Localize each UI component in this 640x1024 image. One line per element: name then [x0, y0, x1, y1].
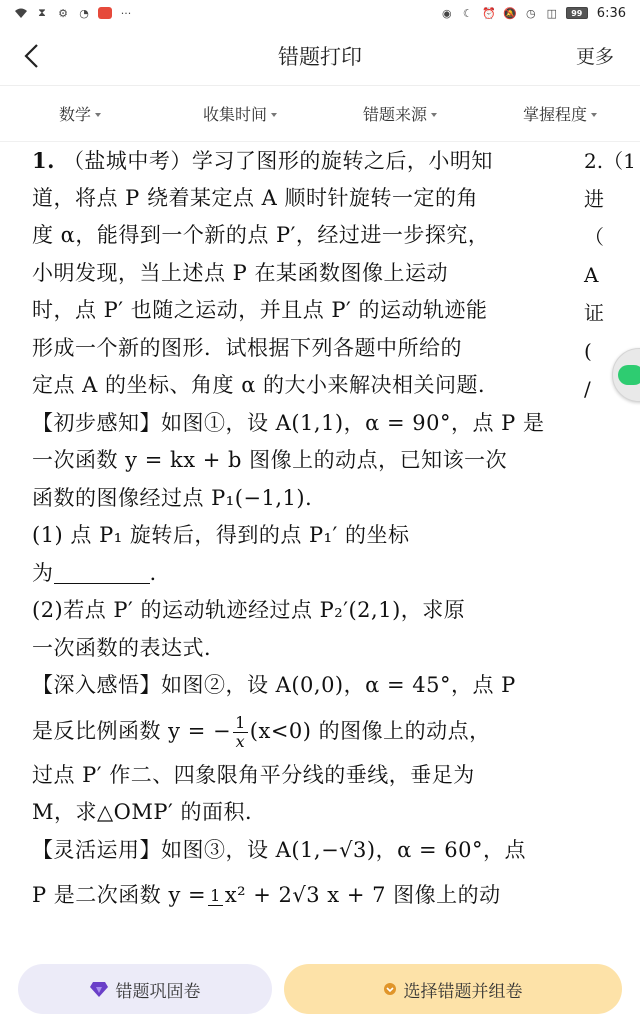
- select-and-compose-label: 选择错题并组卷: [403, 981, 523, 1002]
- app-header: [0, 26, 640, 86]
- chat-bubble-icon: [618, 365, 640, 385]
- settings-icon: ⚙: [58, 6, 68, 20]
- question-line: (2)若点 P′ 的运动轨迹经过点 P₂′(2,1)，求原: [32, 598, 466, 622]
- timer-icon: ◔: [79, 6, 89, 20]
- question-line: 形成一个新的图形．试根据下列各题中所给的: [32, 335, 462, 360]
- question-line: 度 α，能得到一个新的点 P′，经过进一步探究，: [32, 223, 490, 247]
- question-line: 一次函数的表达式．: [32, 635, 226, 660]
- question-line: 小明发现，当上述点 P 在某函数图像上运动: [32, 260, 448, 285]
- question-line: 【初步感知】如图①，设 A(1,1)，α = 90°，点 P 是: [32, 410, 545, 435]
- page-title: 错题打印: [278, 44, 362, 69]
- status-left-icons: [14, 6, 133, 20]
- app-notification-icon: [98, 7, 112, 19]
- question-line: 【深入感悟】如图②，设 A(0,0)，α = 45°，点 P: [32, 673, 516, 697]
- chevron-left-icon: [23, 43, 41, 69]
- filter-label: 错题来源: [362, 105, 427, 124]
- question-line: (1) 点 P₁ 旋转后，得到的点 P₁′ 的坐标: [32, 523, 410, 547]
- question-line: 过点 P′ 作二、四象限角平分线的垂线，垂足为: [32, 762, 475, 787]
- moon-icon: ☾: [462, 6, 473, 20]
- question-line: 是反比例函数 y = − $\frac{1}{x}$ (x<0) 的图像上的动点，: [32, 712, 491, 751]
- question-line: 证: [584, 301, 604, 325]
- question-number: 1.: [32, 148, 55, 173]
- filter-source[interactable]: [320, 102, 480, 125]
- caret-down-icon: [271, 113, 277, 117]
- caret-down-icon: [591, 113, 597, 117]
- question-line: 道，将点 P 绕着某定点 A 顺时针旋转一定的角: [32, 185, 478, 210]
- filter-subject[interactable]: [0, 102, 160, 125]
- speed-icon: ◷: [525, 6, 536, 20]
- question-line: 进: [584, 187, 604, 211]
- alarm-icon: ⏰: [481, 6, 496, 20]
- question-line: 定点 A 的坐标、角度 α 的大小来解决相关问题．: [32, 373, 500, 397]
- status-bar: [0, 0, 640, 26]
- wifi-icon: [14, 6, 28, 20]
- answer-blank: [54, 564, 150, 584]
- bottom-action-bar: [0, 954, 640, 1024]
- question-line: P 是二次函数 y = 1 x² + 2√3 x + 7 图像上的动: [32, 883, 501, 907]
- fraction: $\frac{1}{x}$: [235, 712, 246, 751]
- filter-label: 收集时间: [202, 105, 267, 124]
- question-line: 函数的图像经过点 P₁(−1,1)．: [32, 485, 327, 510]
- eye-icon: ◉: [441, 6, 452, 20]
- gem-icon: [90, 981, 108, 997]
- question-line: A: [584, 263, 599, 287]
- filter-collect-time[interactable]: [160, 102, 320, 125]
- filter-mastery[interactable]: [480, 102, 640, 125]
- question-scan-area[interactable]: [0, 142, 640, 954]
- caret-down-icon: [431, 113, 437, 117]
- question-line: 1. （盐城中考）学习了图形的旋转之后，小明知: [32, 148, 493, 173]
- back-button[interactable]: [18, 40, 46, 72]
- question-line: 时，点 P′ 也随之运动，并且点 P′ 的运动轨迹能: [32, 298, 488, 322]
- status-right-icons: [440, 6, 626, 21]
- fraction: 1: [210, 886, 221, 905]
- question-line: (: [584, 339, 592, 363]
- question-line: 【灵活运用】如图③，设 A(1,−√3)，α = 60°，点: [32, 837, 526, 862]
- more-button[interactable]: 更多: [575, 46, 614, 68]
- chevron-down-icon: [384, 983, 396, 995]
- consolidation-paper-button[interactable]: [18, 964, 272, 1014]
- question-line: /: [584, 377, 591, 401]
- question-line: 一次函数 y = kx + b 图像上的动点，已知该一次: [32, 448, 508, 472]
- filter-label: 数学: [58, 105, 91, 124]
- data-icon: ◫: [546, 6, 557, 20]
- filter-label: 掌握程度: [522, 105, 587, 124]
- battery-icon: 99: [566, 7, 588, 19]
- consolidation-paper-label: 错题巩固卷: [115, 981, 201, 1002]
- question-line: 为 .: [32, 560, 157, 585]
- mute-icon: 🔕: [502, 6, 517, 20]
- question-card[interactable]: [32, 142, 562, 921]
- select-and-compose-button[interactable]: [284, 964, 622, 1014]
- clock-time: 6:36: [596, 5, 626, 21]
- question-line: M，求△OMP′ 的面积．: [32, 800, 267, 824]
- caret-down-icon: [95, 113, 101, 117]
- filter-bar: [0, 86, 640, 142]
- more-dots-icon: ···: [120, 6, 132, 20]
- hourglass-icon: ⧗: [38, 6, 46, 19]
- question-line: （: [584, 225, 604, 249]
- question-line: 2.（1: [584, 149, 636, 173]
